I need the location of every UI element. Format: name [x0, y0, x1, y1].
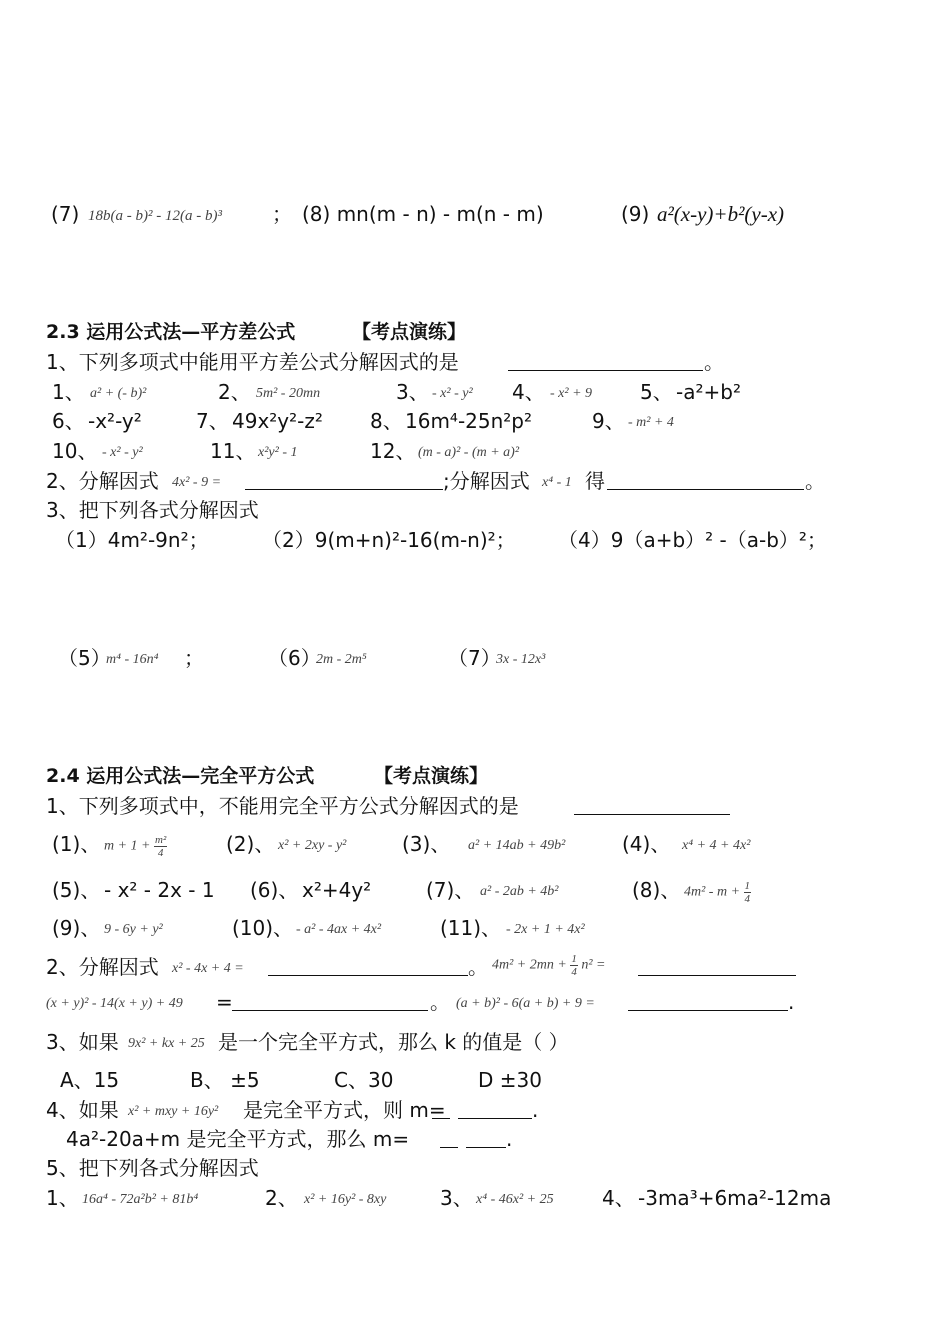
option-label: 10、 [52, 439, 98, 463]
s23-q2-expr2: x⁴ - 1 [542, 475, 572, 490]
option-expr: (m - a)² - (m + a)² [418, 445, 520, 460]
choice-c: C、30 [334, 1068, 394, 1092]
problem-9-expr: a²(x-y)+b²(y-x) [657, 202, 785, 226]
s23-q3-item: （4）9（a+b）² -（a-b）²； [558, 528, 827, 552]
answer-blank[interactable] [628, 990, 788, 1011]
s23-q3-item: （2）9(m+n)²-16(m-n)²； [262, 528, 516, 552]
option-expr: a² + (- b)² [90, 386, 147, 401]
choice-b: B、 ±5 [190, 1068, 260, 1092]
option-expr: - 2x + 1 + 4x² [506, 922, 585, 937]
option-label: (9)、 [52, 916, 101, 940]
fraction-denominator: 4 [744, 893, 751, 905]
s23-q1-end: 。 [704, 350, 724, 374]
option-label: 6、 [52, 409, 85, 433]
s24-q2-eq: = [216, 990, 233, 1014]
option-expr: a² + 14ab + 49b² [468, 838, 566, 853]
q5-item-expr: x⁴ - 46x² + 25 [476, 1192, 554, 1207]
q5-item-expr: -3ma³+6ma²-12ma [638, 1186, 832, 1210]
s24-q2-a: 2、分解因式 [46, 955, 159, 979]
option-expr: -a²+b² [676, 380, 741, 404]
answer-blank[interactable] [458, 1098, 532, 1119]
s24-q1-text: 1、下列多项式中，不能用完全平方公式分解因式的是 [46, 794, 519, 818]
s24-q4-line2: 4a²-20a+m 是完全平方式，那么 m= [66, 1127, 410, 1151]
separator: ； [272, 202, 292, 226]
s24-q3-expr: 9x² + kx + 25 [128, 1036, 205, 1051]
option-expr: - x² - y² [102, 445, 143, 460]
answer-blank[interactable] [508, 350, 703, 371]
option-label: 1、 [52, 380, 85, 404]
s24-q5-text: 5、把下列各式分解因式 [46, 1156, 259, 1180]
choice-d: D ±30 [478, 1068, 542, 1092]
s24-q2-expr1: x² - 4x + 4 = [172, 961, 244, 976]
s23-q2-c: 得 [585, 469, 605, 493]
s24-q2-expr3: (x + y)² - 14(x + y) + 49 [46, 996, 183, 1011]
option-label: (6)、 [250, 878, 299, 902]
s24-q2-expr2b: n² = [581, 957, 606, 973]
answer-blank[interactable] [466, 1127, 506, 1148]
option-expr: a² - 2ab + 4b² [480, 884, 559, 899]
option-expr: m + 1 + [104, 838, 151, 854]
problem-7-expr: 18b(a - b)² - 12(a - b)³ [88, 208, 222, 224]
answer-blank[interactable] [268, 955, 468, 976]
s23-q1-text: 1、下列多项式中能用平方差公式分解因式的是 [46, 350, 459, 374]
option-label: (11)、 [440, 916, 502, 940]
s23-q3-item-label: （6） [268, 646, 321, 670]
s24-q2-end: . [788, 990, 795, 1014]
s23-q3-item-expr: m⁴ - 16n⁴ [106, 652, 159, 667]
option-label: 11、 [210, 439, 256, 463]
option-expr: - x² + 9 [550, 386, 593, 401]
problem-8: (8) mn(m - n) - m(n - m) [302, 202, 544, 226]
section-2-3-tag: 【考点演练】 [352, 321, 467, 343]
fraction [570, 953, 578, 978]
option-label: (5)、 [52, 878, 101, 902]
option-expr: - a² - 4ax + 4x² [296, 922, 382, 937]
s23-q3-text: 3、把下列各式分解因式 [46, 498, 259, 522]
option-label: 4、 [512, 380, 545, 404]
problem-7-label: (7) [51, 202, 80, 226]
s24-q2-sep: 。 [468, 955, 488, 979]
fraction-numerator: 1 [571, 953, 577, 965]
fraction-numerator: m² [155, 834, 167, 846]
option-expr: 49x²y²-z² [232, 409, 323, 433]
s24-q2-expr2a: 4m² + 2mn + [492, 957, 567, 973]
option-expr: 9 - 6y + y² [104, 922, 163, 937]
s23-q2-b: ;分解因式 [443, 469, 530, 493]
option-label: 9、 [592, 409, 625, 433]
answer-blank[interactable] [638, 955, 796, 976]
q5-item-expr: 16a⁴ - 72a²b² + 81b⁴ [82, 1192, 199, 1207]
option-label: (1)、 [52, 832, 101, 856]
option-expr: 5m² - 20mn [256, 386, 321, 401]
option-expr: x⁴ + 4 + 4x² [682, 838, 751, 853]
answer-blank[interactable] [574, 794, 730, 815]
fraction-denominator: 4 [571, 966, 577, 978]
s24-q4-line2-end: . [506, 1127, 513, 1151]
s24-q2-expr4: (a + b)² - 6(a + b) + 9 = [456, 996, 595, 1011]
option-expr: x²+4y² [302, 878, 372, 902]
option-label: 5、 [640, 380, 673, 404]
s23-q3-item-suffix: ； [184, 646, 204, 670]
section-2-4-heading: 2.4 运用公式法—完全平方公式 [46, 765, 315, 787]
fraction [154, 834, 167, 859]
option-label: 7、 [196, 409, 229, 433]
option-label: (3)、 [402, 832, 451, 856]
s23-q3-item-expr: 2m - 2m⁵ [316, 652, 367, 667]
s24-q3-b: 是一个完全平方式，那么 k 的值是（ ） [218, 1030, 569, 1054]
s23-q3-item-label: （5） [58, 646, 111, 670]
s23-q3-item-label: （7） [448, 646, 501, 670]
option-label: 8、 [370, 409, 403, 433]
option-label: (2)、 [226, 832, 275, 856]
s23-q2-a: 2、分解因式 [46, 469, 159, 493]
s24-q4-expr: x² + mxy + 16y² [128, 1104, 219, 1119]
s23-q3-item: （1）4m²-9n²； [55, 528, 209, 552]
fraction-numerator: 1 [744, 880, 751, 892]
fraction [744, 880, 752, 905]
option-expr: - m² + 4 [628, 415, 674, 430]
option-expr: x² + 2xy - y² [278, 838, 347, 853]
q5-item-expr: x² + 16y² - 8xy [304, 1192, 387, 1207]
choice-a: A、15 [60, 1068, 120, 1092]
answer-blank[interactable] [232, 990, 428, 1011]
option-label: 2、 [218, 380, 251, 404]
option-label: (10)、 [232, 916, 294, 940]
answer-blank[interactable] [245, 469, 443, 490]
problem-9-label: (9) [621, 202, 650, 226]
answer-blank[interactable] [432, 1098, 450, 1119]
option-expr: - x² - y² [432, 386, 473, 401]
s24-q3-a: 3、如果 [46, 1030, 119, 1054]
section-2-3-heading: 2.3 运用公式法—平方差公式 [46, 321, 296, 343]
option-expr: 4m² - m + [684, 884, 741, 900]
s23-q2-expr1: 4x² - 9 = [172, 475, 222, 490]
fraction-denominator: 4 [157, 847, 164, 859]
s24-q2-sep2: 。 [430, 990, 450, 1014]
option-expr: 16m⁴-25n²p² [405, 409, 533, 433]
option-label: (7)、 [426, 878, 475, 902]
s24-q4-b: 是完全平方式，则 m= [243, 1098, 446, 1122]
answer-blank[interactable] [607, 469, 804, 490]
q5-item-label: 2、 [265, 1186, 298, 1210]
section-2-4-tag: 【考点演练】 [374, 765, 489, 787]
s24-q4-end: . [532, 1098, 539, 1122]
option-label: (8)、 [632, 878, 681, 902]
option-expr: x²y² - 1 [258, 445, 298, 460]
s23-q2-end: 。 [805, 469, 825, 493]
q5-item-label: 3、 [440, 1186, 473, 1210]
q5-item-label: 4、 [602, 1186, 635, 1210]
q5-item-label: 1、 [46, 1186, 79, 1210]
option-label: (4)、 [622, 832, 671, 856]
option-expr: - x² - 2x - 1 [104, 878, 215, 902]
s24-q4-a: 4、如果 [46, 1098, 119, 1122]
s23-q3-item-expr: 3x - 12x³ [496, 652, 546, 667]
option-label: 12、 [370, 439, 416, 463]
option-label: 3、 [396, 380, 429, 404]
answer-blank[interactable] [440, 1127, 458, 1148]
option-expr: -x²-y² [88, 409, 142, 433]
